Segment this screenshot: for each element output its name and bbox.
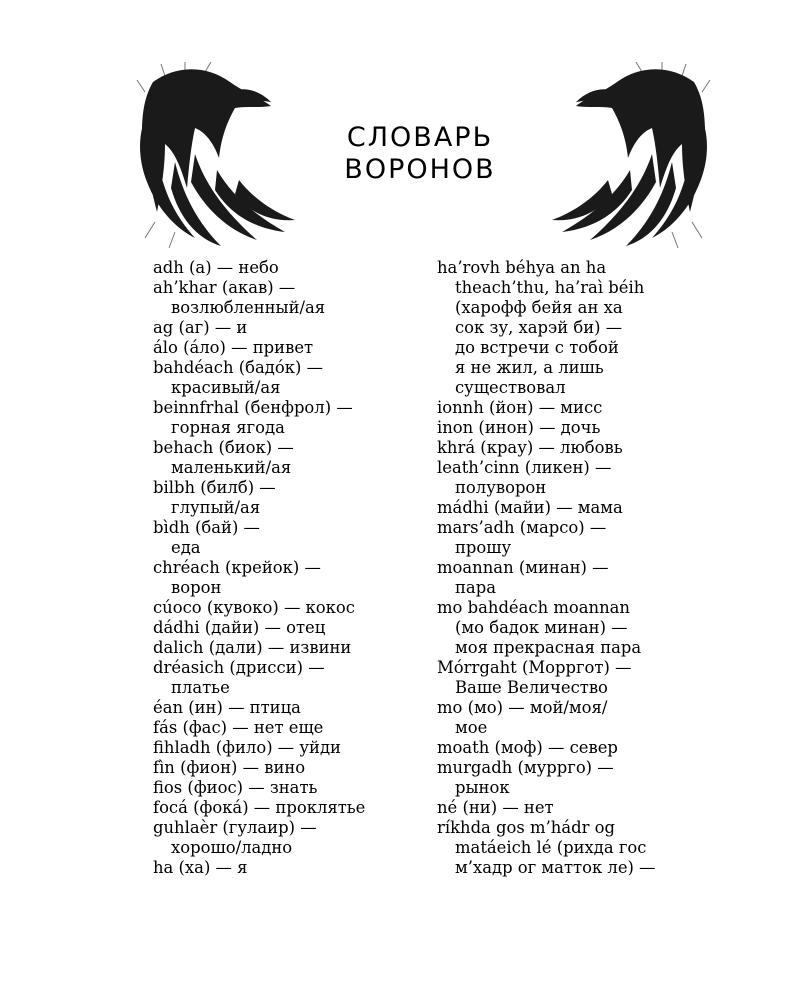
dictionary-entry: mo (мо) — мой/моя/ мое: [437, 698, 608, 737]
dictionary-entry: álo (áло) — привет: [153, 338, 314, 357]
dictionary-entry: Mórrgaht (Морргот) — Ваше Величество: [437, 658, 632, 697]
dictionary-entry: fihladh (фило) — уйди: [153, 738, 341, 757]
dictionary-entry: guhlaèr (гулаир) — хорошо/ладно: [153, 818, 317, 857]
dictionary-entry: fìn (фион) — вино: [153, 758, 306, 777]
dictionary-entry: khrá (крау) — любовь: [437, 438, 623, 457]
dictionary-entry: murgadh (мурргo) — рынок: [437, 758, 614, 797]
dictionary-entry: moath (моф) — север: [437, 738, 618, 757]
dictionary-entry: dádhi (дайи) — отец: [153, 618, 326, 637]
dictionary-entry: ionnh (йон) — мисс: [437, 398, 603, 417]
title-line-2: ВОРОНОВ: [344, 154, 496, 185]
dictionary-entry: bahdéach (бадóк) — красивый/ая: [153, 358, 323, 397]
dictionary-entry: mádhi (майи) — мама: [437, 498, 623, 517]
dictionary-entry: ag (аг) — и: [153, 318, 248, 337]
dictionary-entry: ríkhda gos m’hádr og matáeich lé (рихда гос м’хадр ог матток ле) —: [437, 818, 656, 877]
dictionary-entry: fios (фиос) — знать: [153, 778, 318, 797]
dictionary-entry: leath’cinn (ликен) — полуворон: [437, 458, 612, 497]
dictionary-entry: ha (ха) — я: [153, 858, 248, 877]
dictionary-entry: cúoco (кувоко) — кокос: [153, 598, 355, 617]
dictionary-right-column: [437, 258, 707, 878]
dictionary-entry: behach (биок) — маленький/ая: [153, 438, 294, 477]
dictionary-entry: ah’khar (акав) — возлюбленный/ая: [153, 278, 326, 317]
dictionary-entry: inon (инон) — дочь: [437, 418, 601, 437]
dictionary-entry: moannan (минан) — пара: [437, 558, 609, 597]
dictionary-left-column: [153, 258, 423, 878]
title-line-1: СЛОВАРЬ: [346, 122, 494, 153]
dictionary-entry: dréasich (дрисси) — платье: [153, 658, 325, 697]
dictionary-entry: chréach (крейок) — ворон: [153, 558, 321, 597]
dictionary-entry: focá (фокá) — проклятье: [153, 798, 366, 817]
dictionary-entry: né (ни) — нет: [437, 798, 554, 817]
dictionary-entry: bìdh (бай) — еда: [153, 518, 260, 557]
dictionary-entry: fás (фас) — нет еще: [153, 718, 324, 737]
dictionary-entry: dalich (дали) — извини: [153, 638, 352, 657]
dictionary-entry: mars’adh (марсо) — прошу: [437, 518, 607, 557]
dictionary-entry: adh (а) — небо: [153, 258, 279, 277]
dictionary-entry: mo bahdéach moannan (мо бадок минан) — моя прекрасная пара: [437, 598, 642, 657]
dictionary-entry: éan (ин) — птица: [153, 698, 301, 717]
dictionary-entry: beinnfrhal (бенфрол) — горная ягода: [153, 398, 353, 437]
page-title: [250, 122, 590, 186]
dictionary-entry: ha’rovh béhya an ha theach’thu, ha’raì béih (харофф бейя ан ха сок зу, харэй би) — до встречи с тобой я не жил, а лишь существовал: [437, 258, 645, 397]
dictionary-entry: bilbh (билб) — глупый/ая: [153, 478, 276, 517]
